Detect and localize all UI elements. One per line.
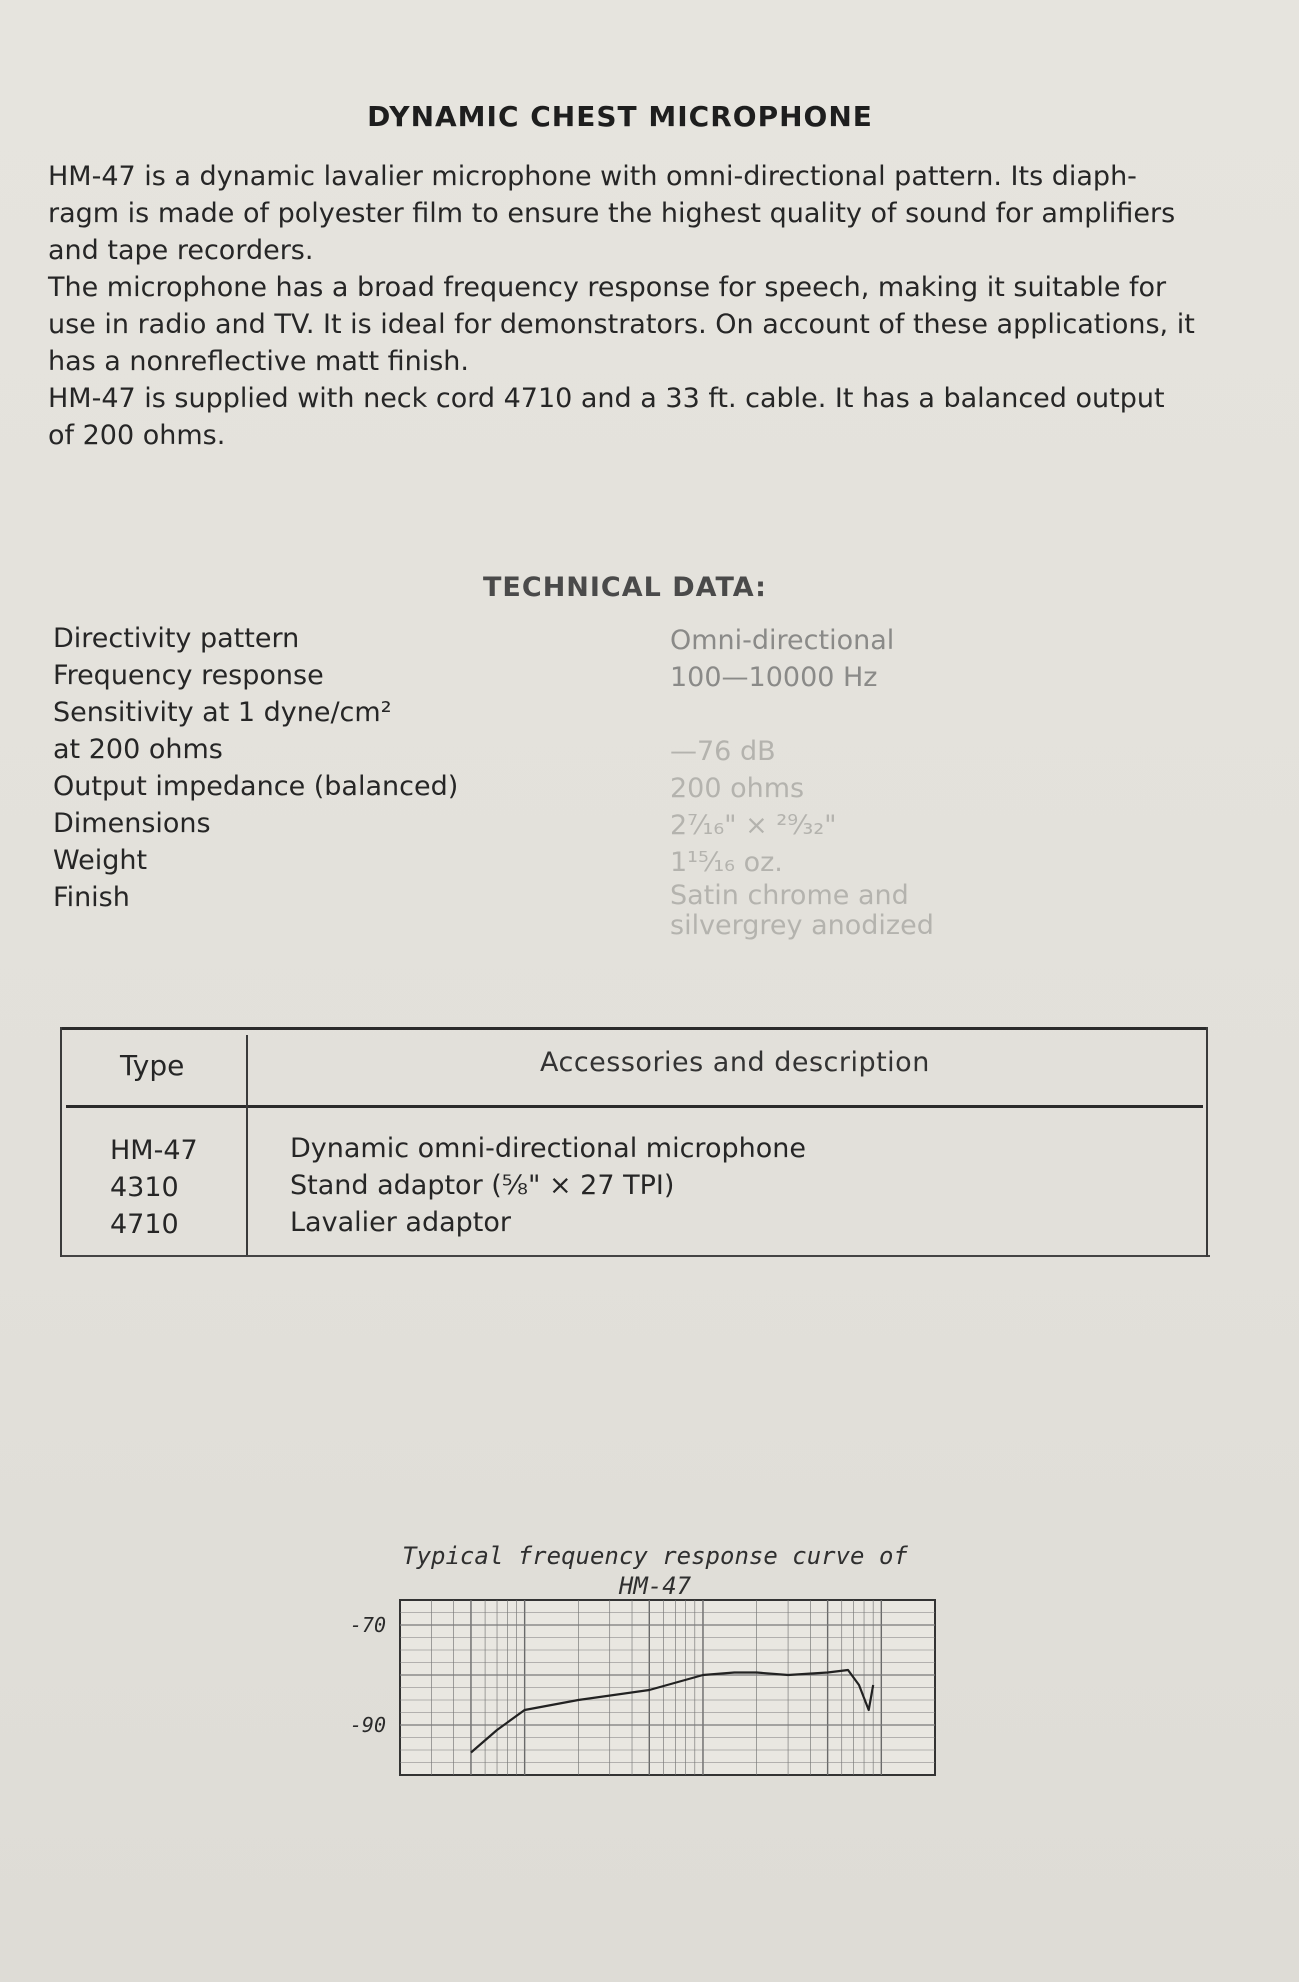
table-cell-description: Stand adaptor (⅝" × 27 TPI) xyxy=(290,1170,675,1201)
table-cell-type: HM-47 xyxy=(110,1135,198,1166)
page-title: DYNAMIC CHEST MICROPHONE xyxy=(367,100,873,133)
spec-label-at-ohms: at 200 ohms xyxy=(53,734,223,765)
table-header-description: Accessories and description xyxy=(540,1047,930,1078)
intro-paragraph: HM-47 is a dynamic lavalier microphone with omni-directional pattern. Its diaph-ragm is made of polyester film to ensure the highest quality of sound for amplifiers and tape recorders. xyxy=(48,161,1176,266)
spec-labels xyxy=(53,620,458,916)
spec-value-weight: 1¹⁵⁄₁₆ oz. xyxy=(670,847,783,878)
frequency-response-chart xyxy=(340,1590,940,1790)
spec-value-impedance: 200 ohms xyxy=(670,773,805,804)
spec-label-weight: Weight xyxy=(53,845,148,876)
chart-caption-line1: Typical frequency response curve of xyxy=(402,1542,908,1570)
table-cell-description: Lavalier adaptor xyxy=(290,1207,511,1238)
intro-paragraph: The microphone has a broad frequency response for speech, making it suitable for use in radio and TV. It is ideal for demonstrators. On account of these applications, it has a nonreflective matt finish. xyxy=(48,272,1195,377)
chart-y-tick-label: -70 xyxy=(349,1613,386,1637)
chart-y-tick-label: -90 xyxy=(349,1713,386,1737)
table-description-column xyxy=(290,1130,806,1241)
spec-label-directivity: Directivity pattern xyxy=(53,623,300,654)
spec-values xyxy=(670,622,934,941)
table-header-type: Type xyxy=(120,1049,185,1082)
table-type-column xyxy=(110,1132,198,1243)
spec-value-sensitivity: —76 dB xyxy=(670,736,776,767)
table-column-divider xyxy=(246,1035,248,1255)
spec-value-dimensions: 2⁷⁄₁₆" × ²⁹⁄₃₂" xyxy=(670,810,837,841)
table-right-border xyxy=(1206,1027,1208,1257)
table-cell-type: 4710 xyxy=(110,1209,179,1240)
spec-label-impedance: Output impedance (balanced) xyxy=(53,771,459,802)
intro-text xyxy=(48,158,1198,454)
spec-value-frequency: 100—10000 Hz xyxy=(670,662,878,693)
chart-caption-line2: HM-47 xyxy=(618,1572,692,1600)
table-bottom-rule xyxy=(60,1255,1210,1257)
spec-value-finish-line2: silvergrey anodized xyxy=(670,910,934,941)
spec-label-frequency: Frequency response xyxy=(53,660,324,691)
table-left-border xyxy=(60,1027,62,1257)
spec-value-finish-line1: Satin chrome and xyxy=(670,880,909,911)
table-header-rule xyxy=(66,1105,1203,1108)
spec-label-dimensions: Dimensions xyxy=(53,808,211,839)
intro-paragraph: HM-47 is supplied with neck cord 4710 and a 33 ft. cable. It has a balanced output of 200 ohms. xyxy=(48,383,1165,451)
technical-data-heading: TECHNICAL DATA: xyxy=(483,572,767,603)
table-cell-description: Dynamic omni-directional microphone xyxy=(290,1133,806,1164)
spec-label-sensitivity: Sensitivity at 1 dyne/cm² xyxy=(53,697,392,728)
accessories-table xyxy=(60,1027,1207,1262)
table-top-rule xyxy=(60,1027,1207,1030)
spec-value-spacer xyxy=(670,696,934,733)
spec-label-finish: Finish xyxy=(53,882,130,913)
table-cell-type: 4310 xyxy=(110,1172,179,1203)
spec-value-directivity: Omni-directional xyxy=(670,625,895,656)
